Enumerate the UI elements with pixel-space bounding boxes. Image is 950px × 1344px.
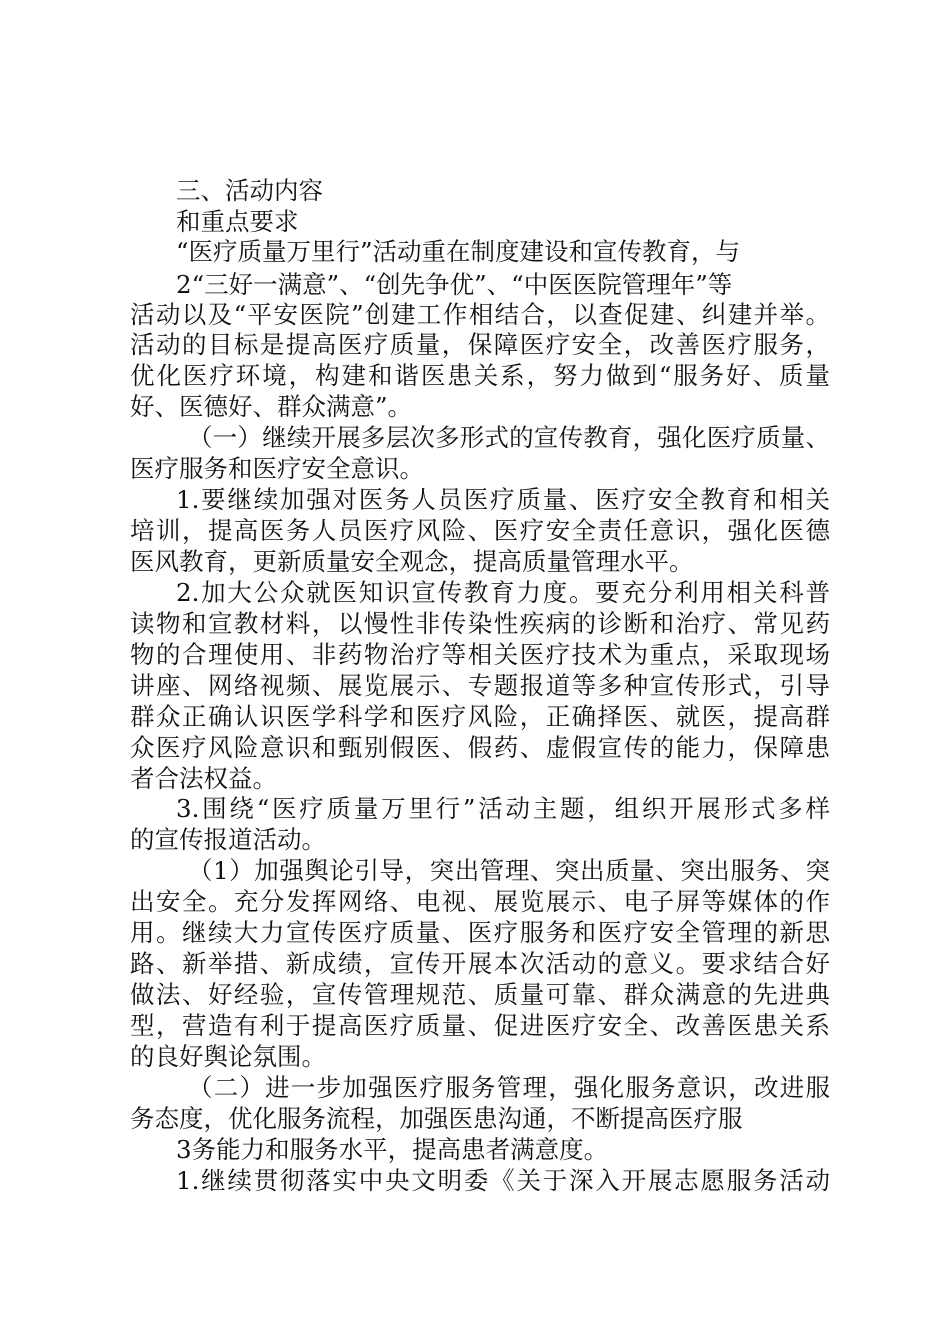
paragraph-line: 2“三好一满意”、“创先争优”、“中医医院管理年”等: [176, 270, 733, 299]
list-item-line: 讲座、网络视频、展览展示、专题报道等多种宣传形式，引导: [130, 671, 830, 700]
sub-item-line: 做法、好经验，宣传管理规范、质量可靠、群众满意的先进典: [130, 980, 830, 1009]
subsection-heading-line: 医疗服务和医疗安全意识。: [130, 454, 424, 483]
subsection-heading-line: （二）进一步加强医疗服务管理，强化服务意识，改进服: [188, 1073, 830, 1102]
sub-item-line: 出安全。充分发挥网络、电视、展览展示、电子屏等媒体的作: [130, 887, 830, 916]
list-item-line: 读物和宣教材料，以慢性非传染性疾病的诊断和治疗、常见药: [130, 609, 830, 638]
section-heading-line-1: 三、活动内容: [176, 176, 323, 205]
section-heading-line-2: 和重点要求: [176, 207, 299, 236]
sub-item-line: 路、新举措、新成绩，宣传开展本次活动的意义。要求结合好: [130, 949, 830, 978]
sub-item-line: （1）加强舆论引导，突出管理、突出质量、突出服务、突: [188, 856, 830, 885]
subsection-heading-line: 务态度，优化服务流程，加强医患沟通，不断提高医疗服: [130, 1104, 743, 1133]
sub-item-line: 的良好舆论氛围。: [130, 1042, 326, 1071]
paragraph-line: 好、医德好、群众满意”。: [130, 392, 413, 421]
subsection-heading-line: （一）继续开展多层次多形式的宣传教育，强化医疗质量、: [188, 423, 830, 452]
paragraph-line: 活动的目标是提高医疗质量，保障医疗安全，改善医疗服务，: [130, 330, 830, 359]
list-item-line: 医风教育，更新质量安全观念，提高质量管理水平。: [130, 547, 694, 576]
list-item-line: 者合法权益。: [130, 764, 277, 793]
list-item-line: 的宣传报道活动。: [130, 825, 326, 854]
paragraph-line: 活动以及“平安医院”创建工作相结合，以查促建、纠建并举。: [130, 300, 830, 329]
sub-item-line: 用。继续大力宣传医疗质量、医疗服务和医疗安全管理的新思: [130, 918, 830, 947]
list-item-line: 1.继续贯彻落实中央文明委《关于深入开展志愿服务活动: [176, 1166, 830, 1195]
list-item-line: 培训，提高医务人员医疗风险、医疗安全责任意识，强化医德: [130, 516, 830, 545]
paragraph-line: 优化医疗环境，构建和谐医患关系，努力做到“服务好、质量: [130, 361, 830, 390]
paragraph-line: “医疗质量万里行”活动重在制度建设和宣传教育，与: [176, 237, 741, 266]
list-item-line: 众医疗风险意识和甄别假医、假药、虚假宣传的能力，保障患: [130, 733, 830, 762]
list-item-line: 1.要继续加强对医务人员医疗质量、医疗安全教育和相关: [176, 485, 830, 514]
list-item-line: 2.加大公众就医知识宣传教育力度。要充分利用相关科普: [176, 578, 830, 607]
sub-item-line: 型，营造有利于提高医疗质量、促进医疗安全、改善医患关系: [130, 1011, 830, 1040]
list-item-line: 物的合理使用、非药物治疗等相关医疗技术为重点，采取现场: [130, 640, 830, 669]
list-item-line: 3.围绕“医疗质量万里行”活动主题，组织开展形式多样: [176, 794, 830, 823]
subsection-heading-line: 3务能力和服务水平，提高患者满意度。: [176, 1135, 609, 1164]
list-item-line: 群众正确认识医学科学和医疗风险，正确择医、就医，提高群: [130, 702, 830, 731]
